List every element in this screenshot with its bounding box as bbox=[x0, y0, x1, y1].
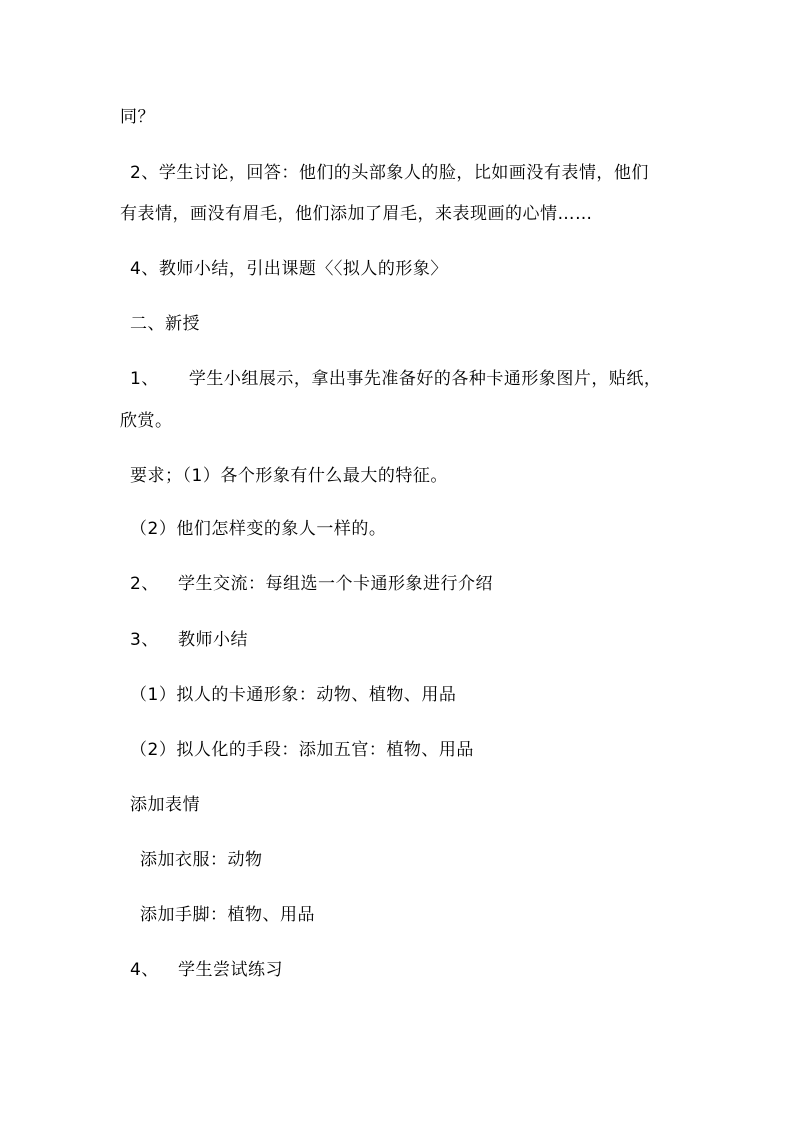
list-item-text: 教师小结 bbox=[178, 630, 248, 650]
section-heading-new-lesson: 二、新授 bbox=[130, 314, 200, 334]
list-item-1 bbox=[130, 368, 661, 390]
list-item-4 bbox=[130, 959, 283, 981]
list-item-text: 学生尝试练习 bbox=[178, 960, 283, 980]
text-line-discussion-cont: 有表情，画没有眉毛，他们添加了眉毛，来表现画的心情…… bbox=[120, 204, 593, 224]
text-line-requirement-2: （2）他们怎样变的象人一样的。 bbox=[130, 519, 387, 539]
list-number: 3、 bbox=[130, 630, 159, 650]
text-line-add-expression: 添加表情 bbox=[130, 795, 200, 815]
list-number: 4、 bbox=[130, 960, 159, 980]
list-item-2 bbox=[130, 573, 493, 595]
text-line-add-limbs: 添加手脚：植物、用品 bbox=[140, 905, 315, 925]
text-line-requirement-1: 要求；（1）各个形象有什么最大的特征。 bbox=[130, 466, 448, 486]
text-line-appreciate: 欣赏。 bbox=[120, 411, 173, 431]
text-line-summary-1: （1）拟人的卡通形象：动物、植物、用品 bbox=[130, 685, 457, 705]
text-line-summary-2: （2）拟人化的手段：添加五官：植物、用品 bbox=[130, 740, 474, 760]
text-line-continuation: 同？ bbox=[120, 107, 155, 127]
list-number: 1、 bbox=[130, 369, 159, 389]
text-line-teacher-summary: 4、教师小结，引出课题〈〈拟人的形象〉 bbox=[130, 259, 448, 279]
text-line-add-clothes: 添加衣服：动物 bbox=[140, 850, 263, 870]
text-line-discussion: 2、学生讨论，回答：他们的头部象人的脸，比如画没有表情，他们 bbox=[130, 163, 649, 183]
list-item-3 bbox=[130, 629, 248, 651]
list-item-text: 学生交流：每组选一个卡通形象进行介绍 bbox=[178, 574, 493, 594]
list-item-text: 学生小组展示，拿出事先准备好的各种卡通形象图片，贴纸， bbox=[188, 369, 662, 389]
list-number: 2、 bbox=[130, 574, 159, 594]
